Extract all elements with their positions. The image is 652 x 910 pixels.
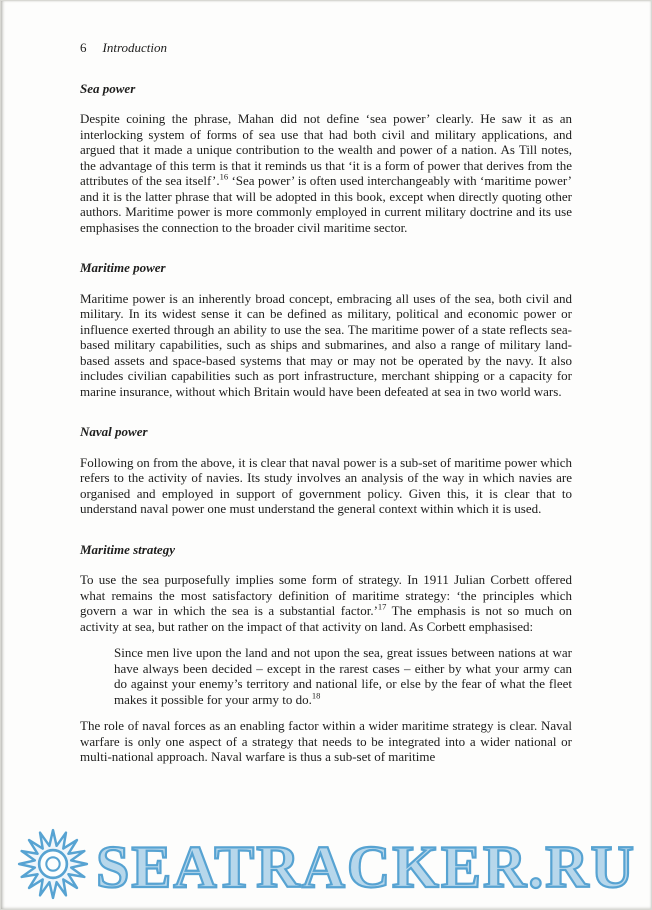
heading-sea-power: Sea power — [80, 80, 136, 96]
corbett-quote — [114, 645, 572, 707]
watermark-text: SEATRACKER.RU — [96, 833, 636, 900]
text-run: The emphasis is not so much on activity at sea, but rather on the impact of that activity on land. As Corbett emphasised: — [80, 603, 572, 634]
footnote-ref-18: 18 — [311, 690, 321, 701]
paragraph-naval-power: Following on from the above, it is clear that naval power is a sub-set of maritime power which refers to the activity of navies. Its study involves an analysis of the way in which navies are organised and employed in support of government policy. Given this, it is clear that to understand naval power one must understand the general context within which it is used. — [80, 454, 572, 516]
footnote-ref-17: 17 — [377, 601, 387, 612]
text-run: To use the sea purposefully implies some form of strategy. In 1911 Julian Corbett offered what remains the most satisfactory definition of maritime strategy: ‘the principles which govern a war in which the sea is a substantial factor.’ — [80, 572, 572, 618]
page-content — [80, 40, 572, 765]
paragraph-sea-power — [80, 111, 572, 235]
sun-logo-icon — [16, 827, 90, 906]
text-run: ‘Sea power’ is often used interchangeably with ‘maritime power’ and it is the latter phrase that will be adopted in this book, except when directly quoting other authors. Maritime power is more commonly employed in current military doctrine and its use emphasises the connection to the broader civil maritime sector. — [80, 173, 572, 235]
text-run: Despite coining the phrase, Mahan did not define ‘sea power’ clearly. He saw it as an interlocking system of forms of sea use that had both civil and military applications, and argued that it made a unique contribution to the wealth and power of a nation. As Till notes, the advantage of this term is that it reminds us that ‘it is a form of power that derives from the attributes of the sea itself’. — [80, 111, 572, 188]
running-head — [80, 40, 572, 56]
heading-maritime-strategy: Maritime strategy — [80, 541, 175, 557]
page-number: 6 — [80, 40, 87, 55]
footnote-ref-16: 16 — [219, 171, 229, 182]
watermark — [16, 827, 636, 906]
paragraph-maritime-strategy — [80, 572, 572, 634]
paragraph-maritime-power: Maritime power is an inherently broad concept, embracing all uses of the sea, both civil and military. In its widest sense it can be defined as military, political and economic power or influence exerted through an ability to use the sea. The maritime power of a state reflects sea-based military capabilities, such as ships and submarines, and also a range of military land-based assets and space-based systems that may or may not be operated by the navy. It also includes civilian capabilities such as port infrastructure, merchant shipping or a capacity for marine insurance, without which Britain would have been defeated at sea in two world wars. — [80, 290, 572, 399]
heading-maritime-power: Maritime power — [80, 260, 166, 275]
running-title: Introduction — [102, 40, 168, 55]
heading-naval-power: Naval power — [80, 424, 148, 439]
paragraph-naval-forces: The role of naval forces as an enabling factor within a wider maritime strategy is clear. Naval warfare is only one aspect of a strategy that needs to be integrated into a wider national or multi-national approach. Naval warfare is thus a sub-set of maritime — [80, 718, 572, 764]
text-run: Since men live upon the land and not upon the sea, great issues between nations at war have always been decided – except in the rarest cases – either by what your army can do against your enemy’s territory and national life, or else by the fear of what the fleet makes it possible for your army to do. — [114, 645, 572, 707]
